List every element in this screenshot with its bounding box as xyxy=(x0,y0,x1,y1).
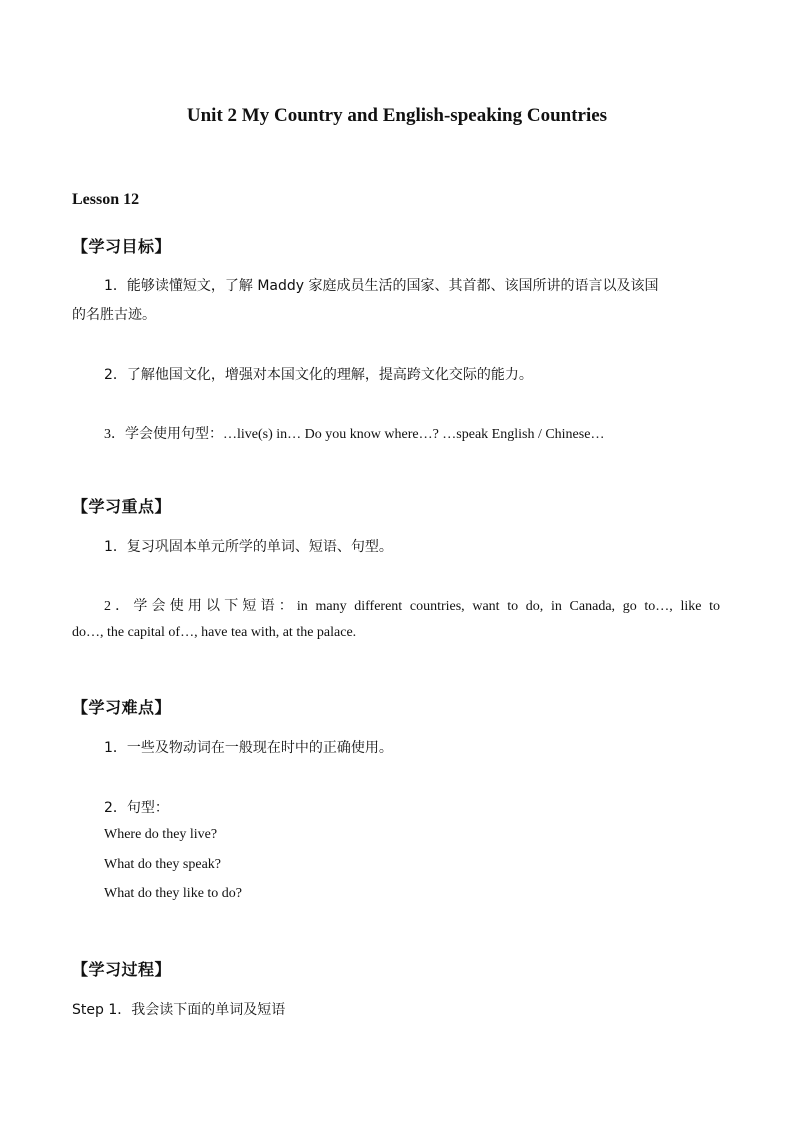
process-step-1: Step 1．我会读下面的单词及短语 xyxy=(72,1002,286,1018)
difficulty-item-1: 1．一些及物动词在一般现在时中的正确使用。 xyxy=(104,740,393,756)
key-point-item-2-line-1: 2．学会使用以下短语：in many different countries, want to do, in Canada, go to…, like to xyxy=(104,599,720,614)
sentence-pattern-2: What do they speak? xyxy=(104,857,222,872)
sentence-pattern-1: Where do they live? xyxy=(104,827,218,842)
difficulty-item-2: 2．句型： xyxy=(104,800,169,816)
objective-item-3: 3．学会使用句型：…live(s) in… Do you know where…? …speak English / Chinese… xyxy=(104,427,605,442)
objective-item-2: 2．了解他国文化，增强对本国文化的理解，提高跨文化交际的能力。 xyxy=(104,367,533,383)
sentence-pattern-3: What do they like to do? xyxy=(104,886,243,901)
objective-item-1-line-2: 的名胜古迹。 xyxy=(72,307,156,323)
document-title: Unit 2 My Country and English-speaking Countries xyxy=(186,105,608,126)
key-point-item-2-line-2: do…, the capital of…, have tea with, at the palace. xyxy=(72,625,357,640)
lesson-label: Lesson 12 xyxy=(72,191,140,208)
objectives-heading: 【学习目标】 xyxy=(72,237,172,256)
objective-item-1-line-1: 1．能够读懂短文，了解 Maddy 家庭成员生活的国家、其首都、该国所讲的语言以及该国 xyxy=(104,278,659,294)
difficulties-heading: 【学习难点】 xyxy=(72,698,172,717)
key-point-item-1: 1．复习巩固本单元所学的单词、短语、句型。 xyxy=(104,539,393,555)
key-points-heading: 【学习重点】 xyxy=(72,497,172,516)
process-heading: 【学习过程】 xyxy=(72,960,172,979)
